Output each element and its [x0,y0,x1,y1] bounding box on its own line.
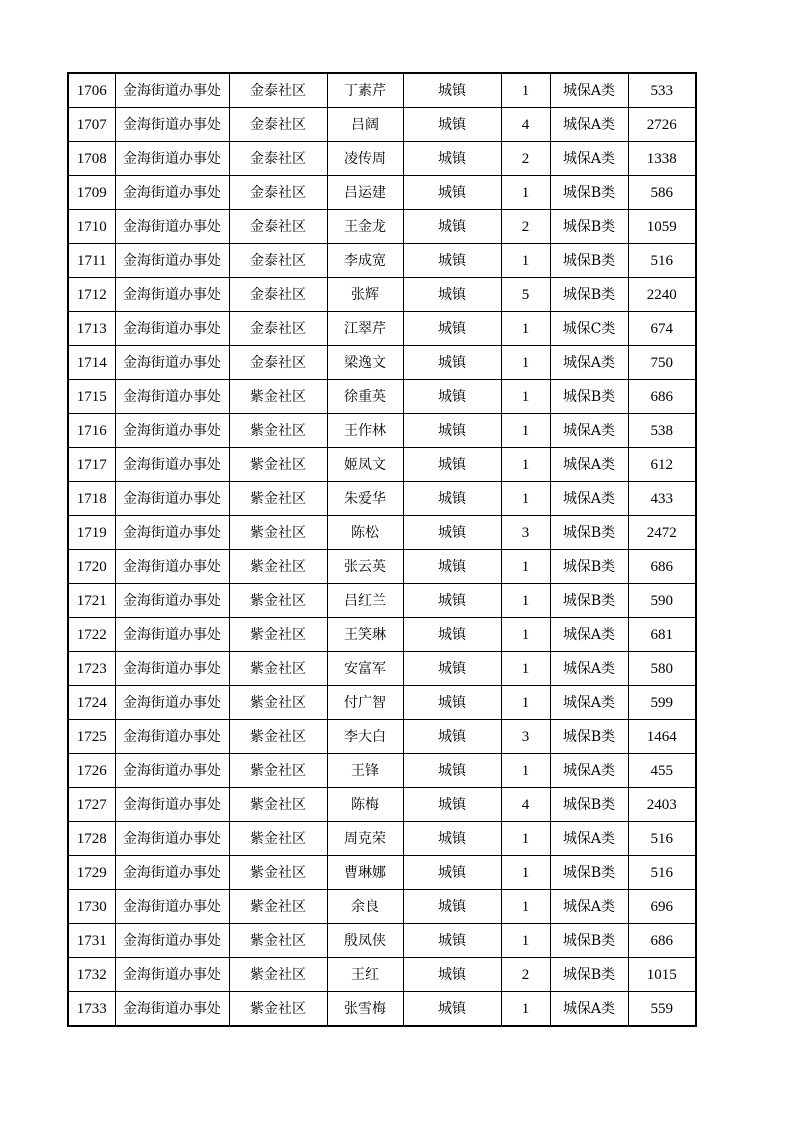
row-number-cell: 1726 [68,754,115,788]
table-row [68,312,696,346]
name-cell: 凌传周 [327,142,403,176]
family-size-cell: 1 [501,652,550,686]
community-cell: 紫金社区 [229,686,327,720]
insurance-category-cell: 城保A类 [550,686,628,720]
community-cell: 紫金社区 [229,720,327,754]
insurance-category-cell: 城保B类 [550,550,628,584]
family-size-cell: 2 [501,210,550,244]
table-row [68,380,696,414]
name-cell: 李大白 [327,720,403,754]
row-number-cell: 1709 [68,176,115,210]
row-number-cell: 1731 [68,924,115,958]
amount-cell: 586 [628,176,696,210]
name-cell: 丁素芹 [327,73,403,108]
name-cell: 王红 [327,958,403,992]
table-row [68,244,696,278]
table-row [68,686,696,720]
name-cell: 殷凤侠 [327,924,403,958]
name-cell: 张辉 [327,278,403,312]
household-type-cell: 城镇 [403,448,501,482]
row-number-cell: 1711 [68,244,115,278]
name-cell: 吕红兰 [327,584,403,618]
household-type-cell: 城镇 [403,584,501,618]
table-row [68,448,696,482]
subdistrict-office-cell: 金海街道办事处 [115,210,229,244]
amount-cell: 686 [628,924,696,958]
household-type-cell: 城镇 [403,346,501,380]
subdistrict-office-cell: 金海街道办事处 [115,652,229,686]
household-type-cell: 城镇 [403,924,501,958]
row-number-cell: 1708 [68,142,115,176]
household-type-cell: 城镇 [403,720,501,754]
amount-cell: 1015 [628,958,696,992]
row-number-cell: 1707 [68,108,115,142]
family-size-cell: 1 [501,686,550,720]
insurance-category-cell: 城保A类 [550,108,628,142]
row-number-cell: 1718 [68,482,115,516]
family-size-cell: 1 [501,346,550,380]
table-row [68,516,696,550]
table-row [68,618,696,652]
name-cell: 陈松 [327,516,403,550]
insurance-category-cell: 城保A类 [550,448,628,482]
amount-cell: 2240 [628,278,696,312]
row-number-cell: 1730 [68,890,115,924]
insurance-category-cell: 城保A类 [550,346,628,380]
community-cell: 紫金社区 [229,754,327,788]
household-type-cell: 城镇 [403,176,501,210]
table-row [68,822,696,856]
household-type-cell: 城镇 [403,958,501,992]
community-cell: 金泰社区 [229,142,327,176]
name-cell: 张云英 [327,550,403,584]
family-size-cell: 3 [501,720,550,754]
row-number-cell: 1717 [68,448,115,482]
table-row [68,720,696,754]
insurance-category-cell: 城保C类 [550,312,628,346]
family-size-cell: 1 [501,176,550,210]
household-type-cell: 城镇 [403,856,501,890]
name-cell: 余良 [327,890,403,924]
subdistrict-office-cell: 金海街道办事处 [115,686,229,720]
subdistrict-office-cell: 金海街道办事处 [115,73,229,108]
name-cell: 周克荣 [327,822,403,856]
insurance-category-cell: 城保B类 [550,176,628,210]
household-type-cell: 城镇 [403,754,501,788]
row-number-cell: 1710 [68,210,115,244]
community-cell: 紫金社区 [229,788,327,822]
table-row [68,992,696,1027]
household-type-cell: 城镇 [403,550,501,584]
insurance-category-cell: 城保B类 [550,516,628,550]
amount-cell: 1059 [628,210,696,244]
amount-cell: 1464 [628,720,696,754]
row-number-cell: 1720 [68,550,115,584]
subdistrict-office-cell: 金海街道办事处 [115,346,229,380]
table-row [68,278,696,312]
community-cell: 金泰社区 [229,346,327,380]
subdistrict-office-cell: 金海街道办事处 [115,176,229,210]
amount-cell: 696 [628,890,696,924]
row-number-cell: 1733 [68,992,115,1027]
subdistrict-office-cell: 金海街道办事处 [115,380,229,414]
table-row [68,958,696,992]
family-size-cell: 1 [501,822,550,856]
amount-cell: 750 [628,346,696,380]
household-type-cell: 城镇 [403,73,501,108]
subdistrict-office-cell: 金海街道办事处 [115,482,229,516]
household-type-cell: 城镇 [403,482,501,516]
household-type-cell: 城镇 [403,788,501,822]
subdistrict-office-cell: 金海街道办事处 [115,516,229,550]
family-size-cell: 5 [501,278,550,312]
amount-cell: 533 [628,73,696,108]
amount-cell: 2403 [628,788,696,822]
name-cell: 张雪梅 [327,992,403,1027]
household-type-cell: 城镇 [403,890,501,924]
table-row [68,176,696,210]
amount-cell: 2472 [628,516,696,550]
amount-cell: 681 [628,618,696,652]
row-number-cell: 1721 [68,584,115,618]
household-type-cell: 城镇 [403,380,501,414]
family-size-cell: 1 [501,856,550,890]
community-cell: 金泰社区 [229,176,327,210]
insurance-category-cell: 城保A类 [550,822,628,856]
row-number-cell: 1723 [68,652,115,686]
family-size-cell: 1 [501,550,550,584]
family-size-cell: 2 [501,958,550,992]
subdistrict-office-cell: 金海街道办事处 [115,720,229,754]
family-size-cell: 1 [501,380,550,414]
community-cell: 金泰社区 [229,108,327,142]
subdistrict-office-cell: 金海街道办事处 [115,278,229,312]
community-cell: 紫金社区 [229,958,327,992]
amount-cell: 612 [628,448,696,482]
community-cell: 紫金社区 [229,550,327,584]
household-type-cell: 城镇 [403,822,501,856]
insurance-category-cell: 城保A类 [550,142,628,176]
table-row [68,856,696,890]
name-cell: 安富军 [327,652,403,686]
name-cell: 梁逸文 [327,346,403,380]
insurance-category-cell: 城保B类 [550,380,628,414]
amount-cell: 686 [628,550,696,584]
table-row [68,142,696,176]
name-cell: 吕运建 [327,176,403,210]
amount-cell: 1338 [628,142,696,176]
subdistrict-office-cell: 金海街道办事处 [115,414,229,448]
name-cell: 曹琳娜 [327,856,403,890]
household-type-cell: 城镇 [403,652,501,686]
amount-cell: 455 [628,754,696,788]
insurance-category-cell: 城保A类 [550,618,628,652]
row-number-cell: 1715 [68,380,115,414]
family-size-cell: 1 [501,584,550,618]
amount-cell: 686 [628,380,696,414]
amount-cell: 674 [628,312,696,346]
insurance-category-cell: 城保B类 [550,924,628,958]
name-cell: 吕阔 [327,108,403,142]
household-type-cell: 城镇 [403,210,501,244]
family-size-cell: 4 [501,788,550,822]
name-cell: 付广智 [327,686,403,720]
amount-cell: 590 [628,584,696,618]
insurance-category-cell: 城保B类 [550,856,628,890]
community-cell: 紫金社区 [229,584,327,618]
subdistrict-office-cell: 金海街道办事处 [115,618,229,652]
name-cell: 王锋 [327,754,403,788]
insurance-category-cell: 城保B类 [550,720,628,754]
table-row [68,346,696,380]
community-cell: 紫金社区 [229,856,327,890]
name-cell: 王作林 [327,414,403,448]
row-number-cell: 1727 [68,788,115,822]
subdistrict-office-cell: 金海街道办事处 [115,312,229,346]
name-cell: 陈梅 [327,788,403,822]
insurance-category-cell: 城保A类 [550,754,628,788]
household-type-cell: 城镇 [403,278,501,312]
name-cell: 姬凤文 [327,448,403,482]
amount-cell: 599 [628,686,696,720]
subdistrict-office-cell: 金海街道办事处 [115,108,229,142]
subdistrict-office-cell: 金海街道办事处 [115,584,229,618]
row-number-cell: 1714 [68,346,115,380]
community-cell: 紫金社区 [229,482,327,516]
table-row [68,584,696,618]
family-size-cell: 1 [501,890,550,924]
table-row [68,108,696,142]
family-size-cell: 1 [501,482,550,516]
community-cell: 紫金社区 [229,992,327,1027]
row-number-cell: 1722 [68,618,115,652]
community-cell: 金泰社区 [229,278,327,312]
household-type-cell: 城镇 [403,244,501,278]
roster-table [67,72,697,1027]
family-size-cell: 1 [501,414,550,448]
family-size-cell: 1 [501,448,550,482]
insurance-category-cell: 城保A类 [550,652,628,686]
subdistrict-office-cell: 金海街道办事处 [115,448,229,482]
insurance-category-cell: 城保B类 [550,244,628,278]
table-row [68,890,696,924]
subdistrict-office-cell: 金海街道办事处 [115,822,229,856]
family-size-cell: 1 [501,618,550,652]
insurance-category-cell: 城保A类 [550,73,628,108]
row-number-cell: 1724 [68,686,115,720]
name-cell: 徐重英 [327,380,403,414]
insurance-category-cell: 城保B类 [550,210,628,244]
subdistrict-office-cell: 金海街道办事处 [115,754,229,788]
subdistrict-office-cell: 金海街道办事处 [115,992,229,1027]
community-cell: 紫金社区 [229,822,327,856]
table-row [68,924,696,958]
family-size-cell: 3 [501,516,550,550]
table-row [68,210,696,244]
subdistrict-office-cell: 金海街道办事处 [115,788,229,822]
subdistrict-office-cell: 金海街道办事处 [115,958,229,992]
community-cell: 紫金社区 [229,890,327,924]
amount-cell: 559 [628,992,696,1027]
insurance-category-cell: 城保A类 [550,992,628,1027]
community-cell: 紫金社区 [229,448,327,482]
name-cell: 朱爱华 [327,482,403,516]
table-row [68,652,696,686]
row-number-cell: 1716 [68,414,115,448]
community-cell: 金泰社区 [229,210,327,244]
amount-cell: 2726 [628,108,696,142]
community-cell: 紫金社区 [229,652,327,686]
row-number-cell: 1712 [68,278,115,312]
subdistrict-office-cell: 金海街道办事处 [115,142,229,176]
community-cell: 紫金社区 [229,516,327,550]
name-cell: 李成宽 [327,244,403,278]
family-size-cell: 1 [501,992,550,1027]
insurance-category-cell: 城保B类 [550,958,628,992]
family-size-cell: 4 [501,108,550,142]
household-type-cell: 城镇 [403,142,501,176]
household-type-cell: 城镇 [403,108,501,142]
insurance-category-cell: 城保B类 [550,278,628,312]
table-row [68,550,696,584]
subdistrict-office-cell: 金海街道办事处 [115,924,229,958]
community-cell: 金泰社区 [229,244,327,278]
community-cell: 金泰社区 [229,312,327,346]
row-number-cell: 1729 [68,856,115,890]
family-size-cell: 1 [501,73,550,108]
insurance-category-cell: 城保A类 [550,414,628,448]
family-size-cell: 2 [501,142,550,176]
household-type-cell: 城镇 [403,686,501,720]
row-number-cell: 1719 [68,516,115,550]
insurance-category-cell: 城保A类 [550,890,628,924]
insurance-category-cell: 城保A类 [550,482,628,516]
household-type-cell: 城镇 [403,618,501,652]
community-cell: 紫金社区 [229,414,327,448]
household-type-cell: 城镇 [403,992,501,1027]
table-row [68,788,696,822]
family-size-cell: 1 [501,924,550,958]
name-cell: 江翠芹 [327,312,403,346]
community-cell: 紫金社区 [229,924,327,958]
row-number-cell: 1728 [68,822,115,856]
row-number-cell: 1706 [68,73,115,108]
table-row [68,73,696,108]
household-type-cell: 城镇 [403,312,501,346]
insurance-category-cell: 城保B类 [550,788,628,822]
roster-body [68,73,696,1026]
family-size-cell: 1 [501,754,550,788]
community-cell: 紫金社区 [229,618,327,652]
subdistrict-office-cell: 金海街道办事处 [115,550,229,584]
table-row [68,754,696,788]
subdistrict-office-cell: 金海街道办事处 [115,244,229,278]
insurance-category-cell: 城保B类 [550,584,628,618]
name-cell: 王笑琳 [327,618,403,652]
amount-cell: 580 [628,652,696,686]
household-type-cell: 城镇 [403,516,501,550]
table-row [68,482,696,516]
amount-cell: 538 [628,414,696,448]
community-cell: 金泰社区 [229,73,327,108]
amount-cell: 516 [628,822,696,856]
amount-cell: 516 [628,244,696,278]
row-number-cell: 1732 [68,958,115,992]
row-number-cell: 1713 [68,312,115,346]
family-size-cell: 1 [501,312,550,346]
community-cell: 紫金社区 [229,380,327,414]
subdistrict-office-cell: 金海街道办事处 [115,856,229,890]
table-row [68,414,696,448]
subdistrict-office-cell: 金海街道办事处 [115,890,229,924]
row-number-cell: 1725 [68,720,115,754]
family-size-cell: 1 [501,244,550,278]
name-cell: 王金龙 [327,210,403,244]
household-type-cell: 城镇 [403,414,501,448]
amount-cell: 433 [628,482,696,516]
amount-cell: 516 [628,856,696,890]
